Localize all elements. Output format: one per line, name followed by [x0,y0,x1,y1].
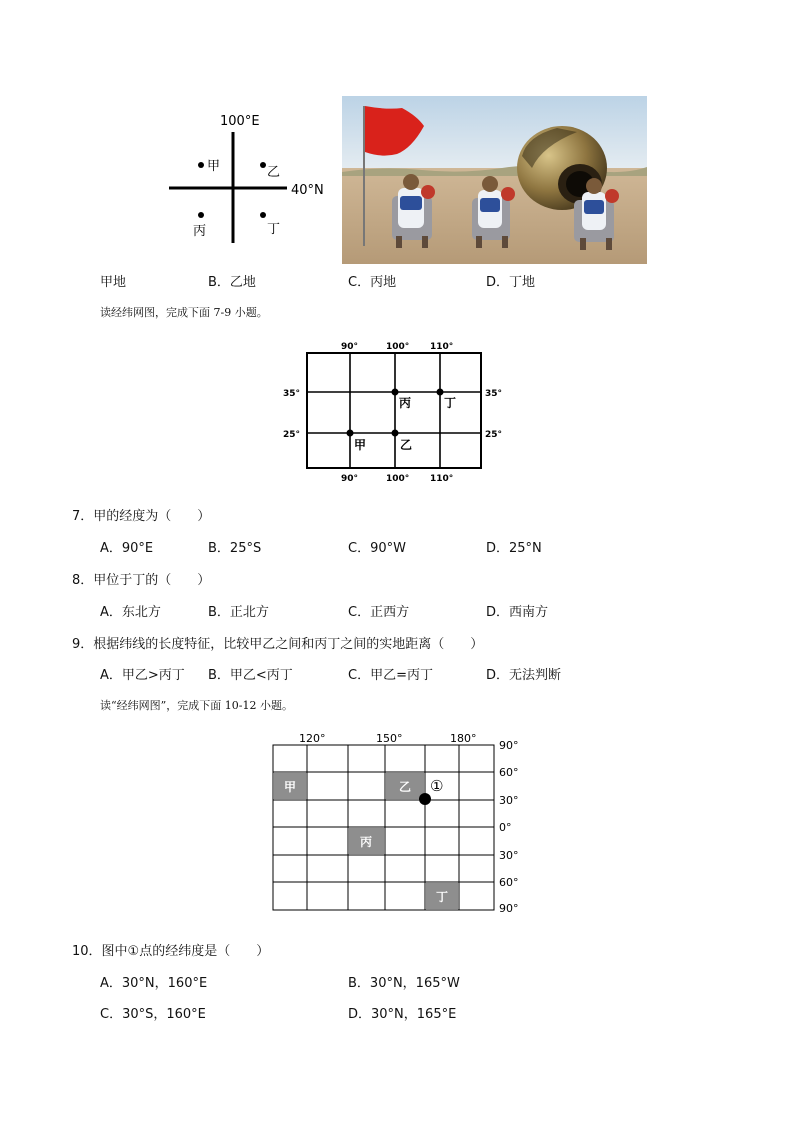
q9-stem: 9．根据纬线的长度特征，比较甲乙之间和丙丁之间的实地距离（ ） [72,637,484,652]
point-yi-dot [260,162,266,168]
grid1-lat-35-right: 35° [485,389,503,399]
grid2-label-ding: 丁 [435,890,449,904]
q6-option-b[interactable]: B．乙地 [208,275,256,290]
grid1-lat-25-right: 25° [485,430,503,440]
grid1-point-jia [347,430,354,437]
grid1-point-bing [392,389,399,396]
point-ding-dot [260,212,266,218]
q6-option-d[interactable]: D．丁地 [486,275,536,290]
q8-option-b[interactable]: B．正北方 [208,605,269,620]
meridian-label: 100°E [220,114,260,129]
point-ding-label: 丁 [267,222,281,237]
grid2-lat-60s: 60° [499,876,519,889]
q8-option-c[interactable]: C．正西方 [348,605,410,620]
q10-option-a[interactable]: A．30°N，160°E [100,976,208,991]
point-yi-label: 乙 [267,165,281,180]
q9-option-c[interactable]: C．甲乙=丙丁 [348,668,433,683]
grid2-lat-30s: 30° [499,849,519,862]
parallel-label: 40°N [291,183,324,198]
grid1-label-jia: 甲 [354,438,367,452]
q7-stem: 7．甲的经度为（ ） [72,509,211,524]
grid1-lat-35-left: 35° [283,389,301,399]
grid1-frame [307,353,481,468]
astronaut-landing-photo [342,96,647,264]
q8-option-a[interactable]: A．东北方 [100,605,161,620]
q8-stem: 8．甲位于丁的（ ） [72,573,211,588]
grid2-top-lon-150: 150° [376,732,403,745]
q10-option-c[interactable]: C．30°S，160°E [100,1007,206,1022]
grid1-top-lon-110: 110° [430,342,454,352]
point-bing-dot [198,212,204,218]
grid1-label-ding: 丁 [444,396,457,410]
q10-option-d[interactable]: D．30°N，165°E [348,1007,457,1022]
grid1-point-yi [392,430,399,437]
grid2-label-jia: 甲 [283,780,297,794]
intro-7-9: 读经纬网图，完成下面 7-9 小题。 [100,306,268,319]
photo-illustration [342,96,647,264]
grid2-point-1-label: ① [430,777,444,795]
point-jia-label: 甲 [207,159,221,174]
cross-diagram [160,108,340,248]
q7-option-a[interactable]: A．90°E [100,541,154,556]
point-bing-label: 丙 [193,224,207,239]
intro-10-12: 读“经纬网图”，完成下面 10-12 小题。 [100,699,293,712]
grid1-point-ding [437,389,444,396]
grid2-lat-30n: 30° [499,794,519,807]
grid1-top-lon-100: 100° [386,342,410,352]
grid2-top-lon-180: 180° [450,732,477,745]
graticule-map-2 [262,728,532,918]
grid2-label-bing: 丙 [359,835,373,849]
q6-option-c[interactable]: C．丙地 [348,275,397,290]
q6-option-a[interactable]: 甲地 [100,275,127,290]
q9-option-b[interactable]: B．甲乙<丙丁 [208,668,293,683]
grid2-lat-90n: 90° [499,739,519,752]
grid1-top-lon-90: 90° [341,342,359,352]
q7-option-d[interactable]: D．25°N [486,541,542,556]
grid1-lat-25-left: 25° [283,430,301,440]
grid2-lat-90s: 90° [499,902,519,915]
grid2-top-lon-120: 120° [299,732,326,745]
q9-option-d[interactable]: D．无法判断 [486,668,562,683]
q7-option-b[interactable]: B．25°S [208,541,262,556]
grid1-bottom-lon-100: 100° [386,474,410,484]
grid1-label-yi: 乙 [400,438,413,452]
q10-stem: 10．图中①点的经纬度是（ ） [72,944,270,959]
grid2-lat-60n: 60° [499,766,519,779]
grid1-bottom-lon-90: 90° [341,474,359,484]
q7-option-c[interactable]: C．90°W [348,541,406,556]
grid1-bottom-lon-110: 110° [430,474,454,484]
point-jia-dot [198,162,204,168]
grid2-lat-0: 0° [499,821,512,834]
grid2-label-yi: 乙 [398,780,412,794]
grid1-label-bing: 丙 [399,396,412,410]
q10-option-b[interactable]: B．30°N，165°W [348,976,460,991]
graticule-map-1 [278,336,518,488]
q9-option-a[interactable]: A．甲乙>丙丁 [100,668,185,683]
q8-option-d[interactable]: D．西南方 [486,605,549,620]
